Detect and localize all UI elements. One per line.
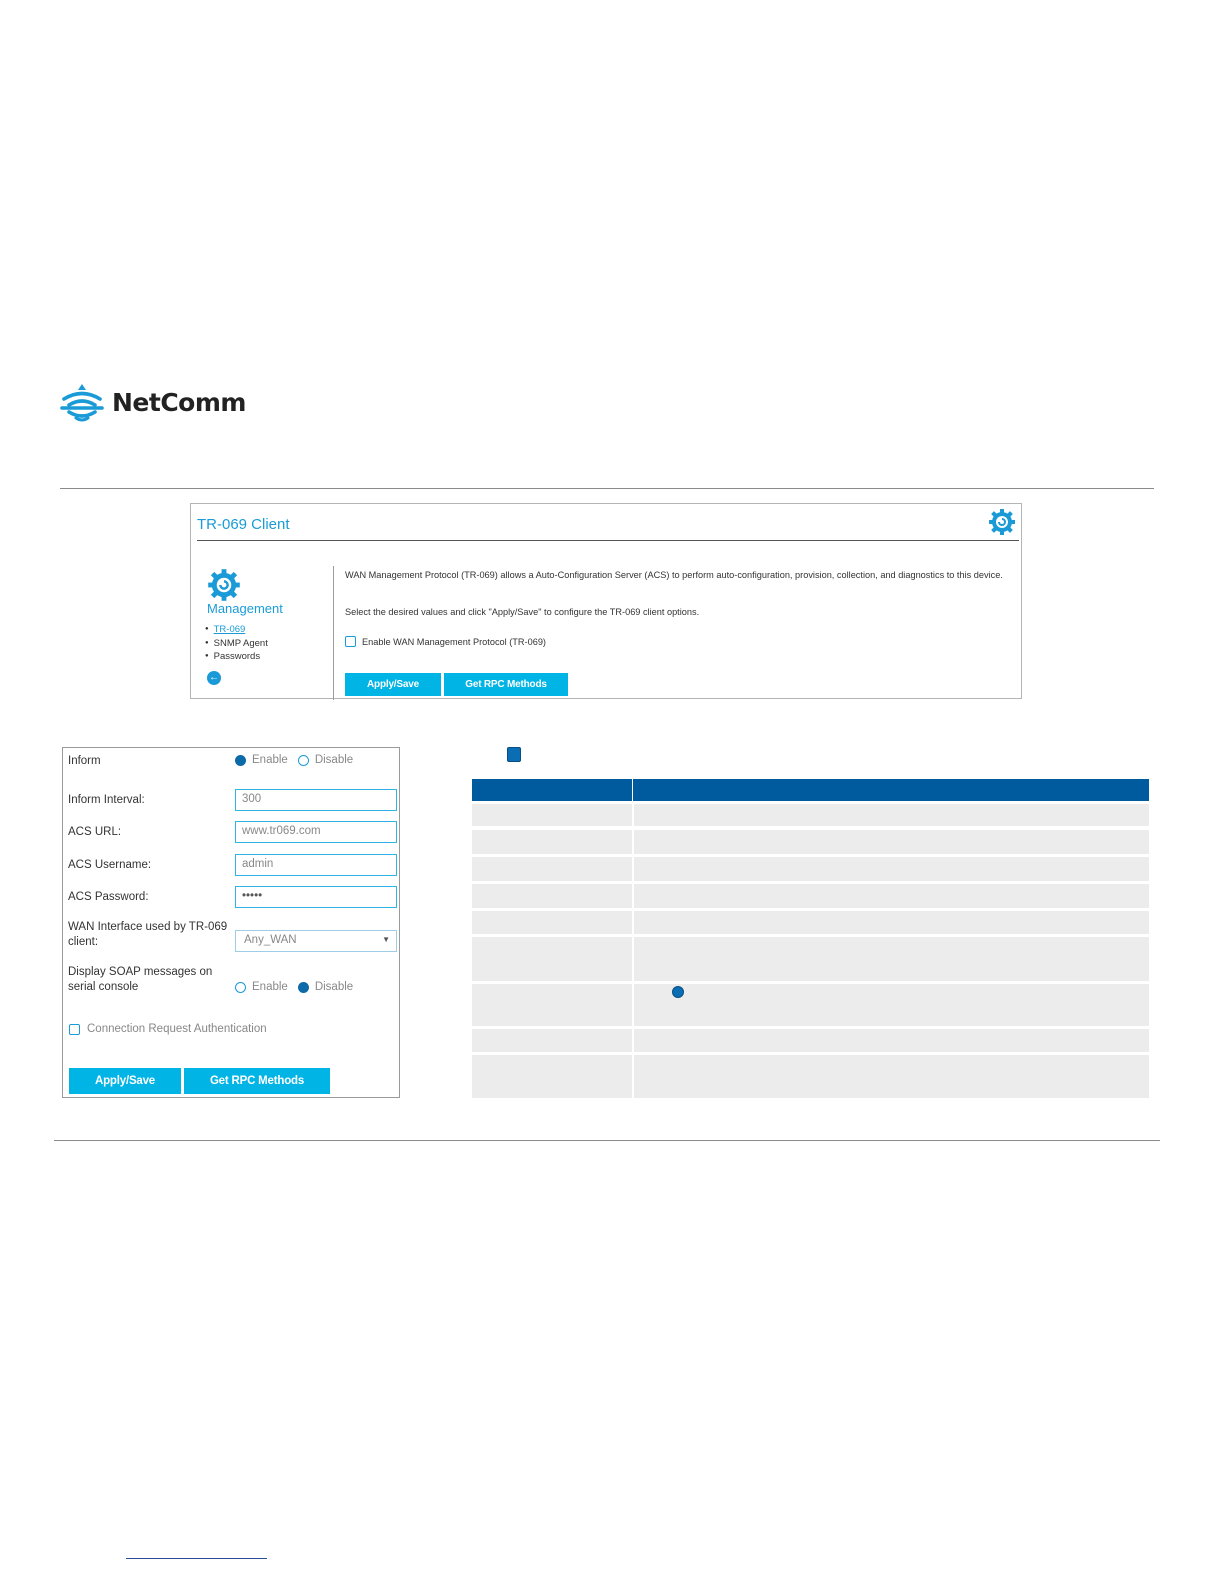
table-row (472, 830, 1149, 854)
sidebar-divider (333, 566, 334, 700)
inform-label: Inform (68, 755, 101, 767)
soap-disable-radio[interactable] (298, 982, 309, 993)
inform-interval-label: Inform Interval: (68, 794, 145, 806)
table-row (472, 804, 1149, 826)
wifi-logo-icon (60, 382, 104, 422)
top-divider (60, 488, 1154, 489)
table-row (472, 1055, 1149, 1098)
apply-save-button[interactable]: Apply/Save (345, 673, 441, 696)
wan-interface-value: Any_WAN (244, 934, 297, 946)
enable-tr069-checkbox-row[interactable] (345, 636, 546, 647)
bottom-divider (54, 1140, 1160, 1141)
soap-disable-label: Disable (314, 981, 354, 993)
checkbox-legend-icon (507, 747, 521, 762)
inform-interval-input[interactable]: 300 (235, 789, 397, 811)
table-row (472, 857, 1149, 881)
acs-username-label: ACS Username: (68, 859, 152, 871)
netcomm-logo (60, 382, 246, 422)
brand-name: NetComm (112, 387, 246, 417)
sidebar-item-tr069[interactable]: ● TR-069 (205, 623, 268, 637)
tr069-instruction: Select the desired values and click "Apply/Save" to configure the TR-069 client options. (345, 607, 700, 617)
tr069-client-window (190, 503, 1022, 699)
table-row (472, 884, 1149, 908)
connection-auth-label: Connection Request Authentication (87, 1023, 267, 1035)
management-gear-icon (207, 568, 241, 602)
soap-enable-radio[interactable] (235, 982, 246, 993)
soap-enable-label: Enable (252, 981, 288, 993)
wan-interface-label: WAN Interface used by TR-069 client: (68, 921, 228, 948)
title-underline (197, 540, 1019, 541)
connection-auth-checkbox[interactable] (69, 1024, 80, 1035)
soap-radio-group[interactable] (235, 981, 353, 993)
radio-legend-icon (672, 986, 684, 998)
acs-password-input[interactable]: ••••• (235, 886, 397, 908)
footer-link-underline[interactable] (126, 1558, 267, 1559)
inform-disable-radio[interactable] (298, 755, 309, 766)
inform-radio-group[interactable] (235, 754, 353, 766)
sidebar-item-snmp-agent[interactable]: ● SNMP Agent (205, 637, 268, 651)
enable-tr069-checkbox[interactable] (345, 636, 356, 647)
chevron-down-icon: ▼ (382, 935, 390, 944)
acs-url-input[interactable]: www.tr069.com (235, 821, 397, 843)
get-rpc-methods-button[interactable]: Get RPC Methods (444, 673, 568, 696)
table-header-divider (632, 779, 633, 801)
enable-tr069-label: Enable WAN Management Protocol (TR-069) (362, 636, 546, 647)
table-row (472, 984, 1149, 1026)
sidebar-section-title: Management (207, 601, 283, 616)
acs-url-label: ACS URL: (68, 826, 122, 838)
wan-interface-select[interactable] (235, 930, 397, 952)
inform-enable-label: Enable (252, 754, 288, 766)
tr069-settings-form (62, 747, 400, 1098)
acs-username-input[interactable]: admin (235, 854, 397, 876)
inform-enable-radio[interactable] (235, 755, 246, 766)
table-row (472, 937, 1149, 981)
tr069-description: WAN Management Protocol (TR-069) allows a Auto-Configuration Server (ACS) to perform auto-configuration, provision, collection, and diagnostics to this device. (345, 570, 1003, 580)
sidebar-item-passwords[interactable]: ● Passwords (205, 650, 268, 664)
form-get-rpc-methods-button[interactable]: Get RPC Methods (184, 1068, 330, 1094)
table-header (472, 779, 1149, 801)
soap-messages-label: Display SOAP messages on serial console (68, 966, 213, 993)
form-apply-save-button[interactable]: Apply/Save (69, 1068, 181, 1094)
connection-auth-row[interactable] (69, 1023, 267, 1035)
back-arrow-icon[interactable]: ← (209, 672, 219, 683)
sidebar-menu (205, 623, 268, 664)
acs-password-label: ACS Password: (68, 891, 149, 903)
gear-icon (988, 508, 1016, 536)
table-row (472, 911, 1149, 934)
inform-disable-label: Disable (314, 754, 354, 766)
window-title: TR-069 Client (197, 516, 290, 533)
table-row (472, 1029, 1149, 1052)
